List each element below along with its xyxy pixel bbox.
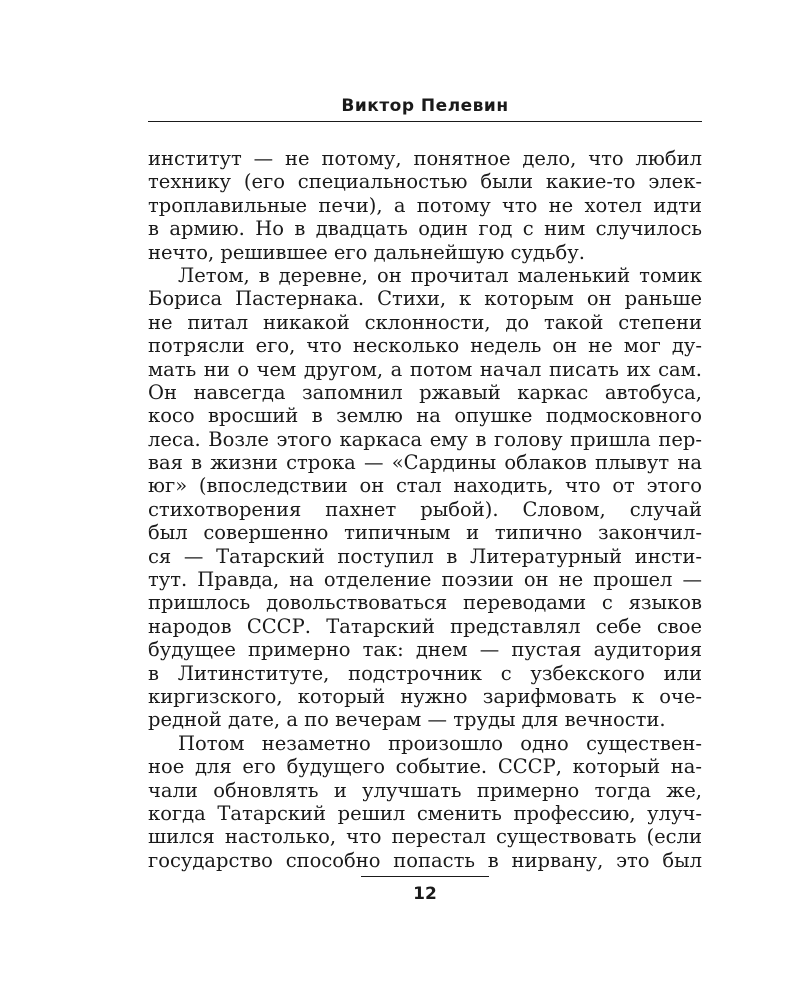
text-line: леса. Возле этого каркаса ему в голову пришла пер- <box>148 427 702 451</box>
text-line: пришлось довольствоваться переводами с языков <box>148 591 702 615</box>
running-head-author: Виктор Пелевин <box>341 96 509 116</box>
text-line: в Литинституте, подстрочник с узбекского или <box>148 661 702 685</box>
text-line: шился настолько, что перестал существовать (если <box>148 825 702 849</box>
text-line: чали обновлять и улучшать примерно тогда же, <box>148 778 702 802</box>
text-line: народов СССР. Татарский представлял себе свое <box>148 614 702 638</box>
text-line: потрясли его, что несколько недель он не мог ду- <box>148 334 702 358</box>
text-line: ное для его будущего событие. СССР, который на- <box>148 755 702 779</box>
page-number: 12 <box>413 884 437 904</box>
text-line: вая в жизни строка — «Сардины облаков плывут на <box>148 451 702 475</box>
text-line: технику (его специальностью были какие-то элек- <box>148 170 702 194</box>
text-line: ся — Татарский поступил в Литературный инсти- <box>148 544 702 568</box>
footer-rule <box>361 876 489 877</box>
paragraph-first-line: Летом, в деревне, он прочитал маленький томик <box>178 263 702 287</box>
text-line: не питал никакой склонности, до такой степени <box>148 310 702 334</box>
text-line: когда Татарский решил сменить профессию, улуч- <box>148 801 702 825</box>
text-line: государство способно попасть в нирвану, это был <box>148 848 702 872</box>
text-line: будущее примерно так: днем — пустая аудитория <box>148 638 702 662</box>
text-line: редной дате, а по вечерам — труды для вечности. <box>148 708 666 732</box>
text-line: киргизского, который нужно зарифмовать к оче- <box>148 684 702 708</box>
text-line: Бориса Пастернака. Стихи, к которым он раньше <box>148 287 702 311</box>
text-line: мать ни о чем другом, а потом начал писать их сам. <box>148 357 702 381</box>
text-line: троплавильные печи), а потому что не хотел идти <box>148 193 702 217</box>
text-line: в армию. Но в двадцать один год с ним случилось <box>148 217 702 241</box>
text-line: был совершенно типичным и типично закончил- <box>148 521 702 545</box>
text-line: косо вросший в землю на опушке подмосковного <box>148 404 702 428</box>
paragraph-first-line: Потом незаметно произошло одно существен- <box>178 731 702 755</box>
text-line: нечто, решившее его дальнейшую судьбу. <box>148 240 585 264</box>
text-line: тут. Правда, на отделение поэзии он не прошел — <box>148 568 702 592</box>
text-line: Он навсегда запомнил ржавый каркас автобуса, <box>148 380 702 404</box>
text-line: институт — не потому, понятное дело, что любил <box>148 147 702 170</box>
text-line: стихотворения пахнет рыбой). Словом, случай <box>148 497 702 521</box>
body-text <box>148 147 702 872</box>
text-line: юг» (впоследствии он стал находить, что от этого <box>148 474 702 498</box>
header-rule <box>148 121 702 122</box>
